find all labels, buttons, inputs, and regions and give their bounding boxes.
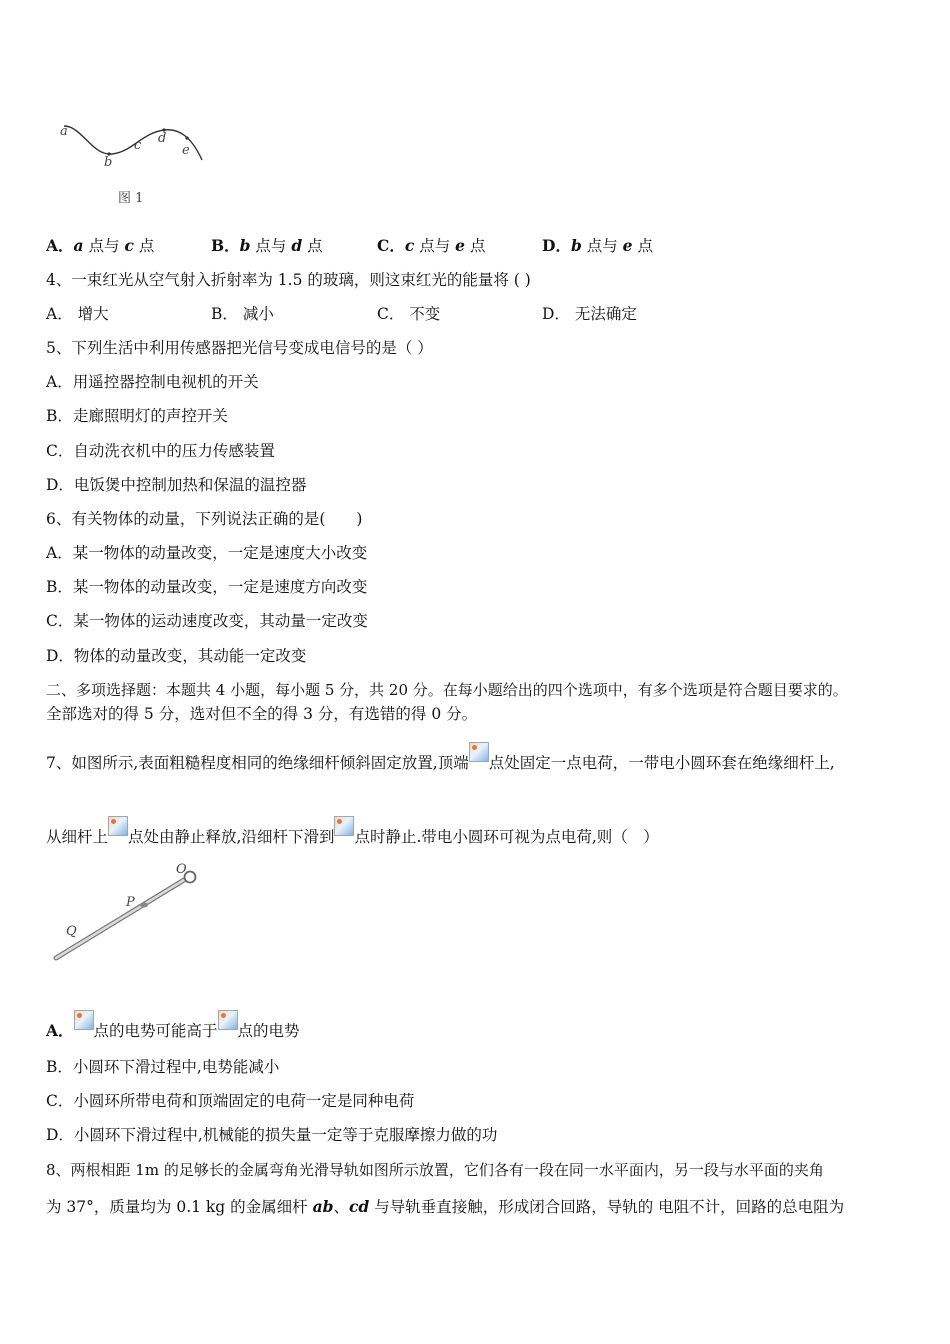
- image-placeholder-icon: [74, 1010, 94, 1030]
- figure-1-label-b: b: [104, 155, 113, 170]
- figure-1-caption: 图 1: [118, 191, 144, 206]
- q7-option-c: C．小圆环所带电荷和顶端固定的电荷一定是同种电荷: [46, 1092, 415, 1110]
- image-placeholder-icon: [108, 816, 128, 836]
- q5-option-c: C．自动洗衣机中的压力传感装置: [46, 442, 275, 460]
- figure-1-label-e: e: [182, 143, 190, 158]
- q7-option-d: D．小圆环下滑过程中,机械能的损失量一定等于克服摩擦力做的功: [46, 1126, 498, 1144]
- rod-label-p: P: [126, 895, 135, 910]
- image-placeholder-icon: [469, 742, 489, 762]
- figure-1-label-c: c: [134, 138, 142, 153]
- q7-option-a: A． 点的电势可能高于 点的电势: [46, 1010, 300, 1041]
- q4-option-c: C． 不变: [377, 305, 441, 323]
- q5-option-a: A．用遥控器控制电视机的开关: [46, 373, 259, 391]
- q3-option-b: B．b 点与 d 点: [211, 236, 323, 255]
- q7-stem-line-1: 7、如图所示,表面粗糙程度相同的绝缘细杆倾斜固定放置,顶端 点处固定一点电荷，一带电小圆环套在绝缘细杆上,: [46, 742, 835, 773]
- q4-option-a: A． 增大: [46, 305, 109, 323]
- q8-stem-line-1: 8、两根相距 1m 的足够长的金属弯角光滑导轨如图所示放置，它们各有一段在同一水平面内，另一段与水平面的夹角: [46, 1161, 824, 1179]
- image-placeholder-icon: [218, 1010, 238, 1030]
- q7-stem-line-2: 从细杆上 点处由静止释放,沿细杆下滑到 点时静止.带电小圆环可视为点电荷,则（ ）: [46, 816, 659, 847]
- section-2-heading: 二、多项选择题：本题共 4 小题，每小题 5 分，共 20 分。在每小题给出的四个选项中，有多个选项是符合题目要求的。: [46, 681, 848, 699]
- q8-stem-line-2: 为 37°，质量均为 0.1 kg 的金属细杆 ab、cd 与导轨垂直接触，形成闭合回路，导轨的 电阻不计，回路的总电阻为: [46, 1197, 845, 1216]
- q5-stem: 5、下列生活中利用传感器把光信号变成电信号的是（ ）: [46, 339, 433, 357]
- q7-option-b: B．小圆环下滑过程中,电势能减小: [46, 1058, 280, 1076]
- q6-option-b: B．某一物体的动量改变，一定是速度方向改变: [46, 578, 368, 596]
- figure-1-label-a: a: [60, 124, 68, 139]
- image-placeholder-icon: [334, 816, 354, 836]
- q6-option-d: D．物体的动量改变，其动能一定改变: [46, 647, 307, 665]
- rod-label-o: O: [176, 862, 187, 877]
- q6-stem: 6、有关物体的动量，下列说法正确的是( ): [46, 510, 363, 528]
- q5-option-d: D．电饭煲中控制加热和保温的温控器: [46, 476, 307, 494]
- q6-option-c: C．某一物体的运动速度改变，其动量一定改变: [46, 612, 368, 630]
- q4-option-d: D． 无法确定: [542, 305, 637, 323]
- q4-option-b: B． 减小: [211, 305, 274, 323]
- q5-option-b: B．走廊照明灯的声控开关: [46, 407, 228, 425]
- q6-option-a: A．某一物体的动量改变，一定是速度大小改变: [46, 544, 368, 562]
- rod-label-q: Q: [66, 924, 77, 939]
- q3-option-a: A．a 点与 c 点: [46, 236, 155, 255]
- q3-option-c: C．c 点与 e 点: [377, 236, 486, 255]
- figure-1-label-d: d: [158, 131, 167, 146]
- q3-option-d: D．b 点与 e 点: [542, 236, 653, 255]
- q4-stem: 4、一束红光从空气射入折射率为 1.5 的玻璃，则这束红光的能量将 ( ): [46, 271, 531, 289]
- section-2-scoring: 全部选对的得 5 分，选对但不全的得 3 分，有选错的得 0 分。: [46, 705, 478, 723]
